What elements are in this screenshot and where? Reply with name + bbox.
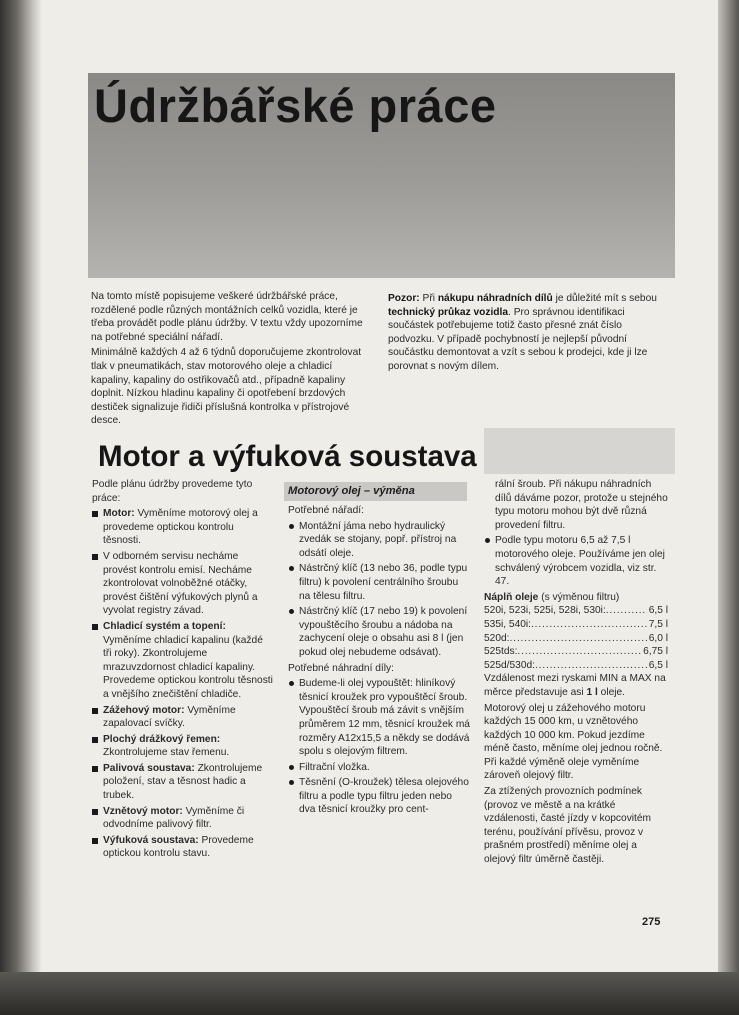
table-row: 535i, 540i: . . . 7,5 l (484, 618, 668, 632)
table-row: 520d: . . . 6,0 l (484, 632, 668, 646)
list-item: Budeme-li olej vypouštět: hliníkový těsnicí kroužek pro vypouštěcí šroub. Vypouštěcí šroub má závit s vnějším průměrem 12 mm, těsnicí kroužek má rozměry A12x15,5 a někdy se dodává spolu s olejovým filtrem. (288, 677, 471, 759)
tools-list (288, 520, 471, 660)
page-number: 275 (642, 916, 661, 928)
table-row: 525tds: . . . 6,75 l (484, 645, 668, 659)
list-intro: Podle plánu údržby provedeme tyto práce: (92, 479, 253, 504)
dipstick-note: Vzdálenost mezi ryskami MIN a MAX na měrce představuje asi 1 l oleje. (484, 673, 666, 698)
parts-label: Potřebné náhradní díly: (288, 662, 394, 674)
book-spine-shadow (0, 0, 42, 1015)
interval-paragraph: Motorový olej u zážehového motoru každých 15 000 km, u vznětového každých 10 000 km. Pokud jezdíme méně často, měníme olej jednou ročně. Při každé výměně oleje vyměníme zároveň olejový filtr. (484, 702, 663, 782)
list-item: Montážní jáma nebo hydraulický zvedák se stojany, popř. přístroj na odsátí oleje. (288, 520, 471, 561)
list-item: Nástrčný klíč (13 nebo 36, podle typu filtru) k povolení centrálního šroubu na tělesu filtru. (288, 562, 471, 603)
maintenance-list (92, 507, 274, 861)
list-item: Plochý drážkový řemen: Zkontrolujeme stav řemenu. (92, 733, 274, 760)
oil-change-column (288, 482, 471, 819)
list-item: V odborném servisu necháme provést kontrolu emisí. Necháme zkontrolovat volnoběžné otáčky, provést čištění výfukových plynů a vyvolat registry závad. (92, 550, 274, 618)
table-row: 525d/530d: . . . 6,5 l (484, 659, 668, 673)
list-item: Výfuková soustava: Provedeme optickou kontrolu stavu. (92, 834, 274, 861)
caution-note: Pozor: Při nákupu náhradních dílů je důležité mít s sebou technický průkaz vozidla. Pro správnou identifikaci součástek potřebujeme totiž často přesné znát číslo podvozku. V případě pochybností je nejlepší původní součástku demontovat a vzít s sebou k prodejci, kde ji lze porovnat s novým dílem. (388, 293, 657, 372)
continued-text: rální šroub. Při nákupu náhradních dílů dáváme pozor, protože u stejného typu motoru mohou být dvě různá provedení filtru. (495, 479, 668, 531)
fill-heading: Náplň oleje (s výměnou filtru) (484, 591, 620, 603)
maintenance-list-column (92, 478, 274, 863)
chapter-title: Údržbářské práce (94, 79, 497, 132)
intro-right-column (388, 292, 670, 376)
list-item: Motor: Vyměníme motorový olej a provedeme optickou kontrolu těsnosti. (92, 507, 274, 548)
intro-paragraph: Na tomto místě popisujeme veškeré údržbářské práce, rozdělené podle různých montážních celků vozidla, které je třeba provádět podle plánu údržby. V textu vždy upozorníme na potřebné speciální nářadí. (91, 291, 363, 343)
severe-conditions-paragraph: Za ztížených provozních podmínek (provoz ve městě a na krátké vzdálenosti, časté jízdy v kopcovitém terénu, používání přívěsu, provoz v prašném prostředí) měníme olej a olejový filtr úměrně častěji. (484, 786, 652, 866)
list-item: Vznětový motor: Vyměníme či odvodníme palivový filtr. (92, 805, 274, 832)
tools-label: Potřebné nářadí: (288, 505, 364, 516)
table-row: 520i, 523i, 525i, 528i, 530i: . . . 6,5 l (484, 604, 668, 618)
list-item: Filtrační vložka. (288, 761, 471, 775)
page-edge-bottom (0, 972, 739, 1015)
list-item: Zážehový motor: Vyměníme zapalovací svíčky. (92, 704, 274, 731)
list-item: Podle typu motoru 6,5 až 7,5 l motorového oleje. Používáme jen olej schválený výrobcem vozidla, viz str. 47. (484, 534, 668, 588)
list-item: Nástrčný klíč (17 nebo 19) k povolení vypouštěcího šroubu a nádoba na zachycení oleje o obsahu asi 8 l (jen pokud olej nebudeme odsávat). (288, 605, 471, 659)
oil-info-column (484, 478, 668, 869)
list-item: Těsnění (O-kroužek) tělesa olejového filtru a podle typu filtru jeden nebo dva těsnicí kroužky pro cent- (288, 776, 471, 817)
intro-paragraph: Minimálně každých 4 až 6 týdnů doporučujeme zkontrolovat tlak v pneumatikách, stav motorového oleje a chladicí kapaliny, kapaliny do ostřikovačů atd., případně kapaliny doplnit. Nízkou hladinu kapaliny či opotřebení brzdových destiček signalizuje řidiči příslušná kontrolka v přístrojové desce. (91, 347, 362, 427)
section-band (484, 428, 675, 474)
page-edge-right (718, 0, 739, 1015)
oil-capacity-table (484, 604, 668, 672)
list-item: Palivová soustava: Zkontrolujeme položení, stav a těsnost hadic a trubek. (92, 762, 274, 803)
oil-amount-list (484, 534, 668, 588)
intro-left-column (91, 290, 374, 430)
caution-label: Pozor: (388, 293, 420, 304)
subheading: Motorový olej – výměna (284, 482, 467, 501)
list-item: Chladicí systém a topení: Vyměníme chladicí kapalinu (každé tři roky). Zkontrolujeme mrazuvzdornost chladicí kapaliny. Provedeme optickou kontrolu těsnosti a vnějšího znečištění chladiče. (92, 620, 274, 702)
section-title: Motor a výfuková soustava (98, 440, 477, 473)
parts-list (288, 677, 471, 817)
